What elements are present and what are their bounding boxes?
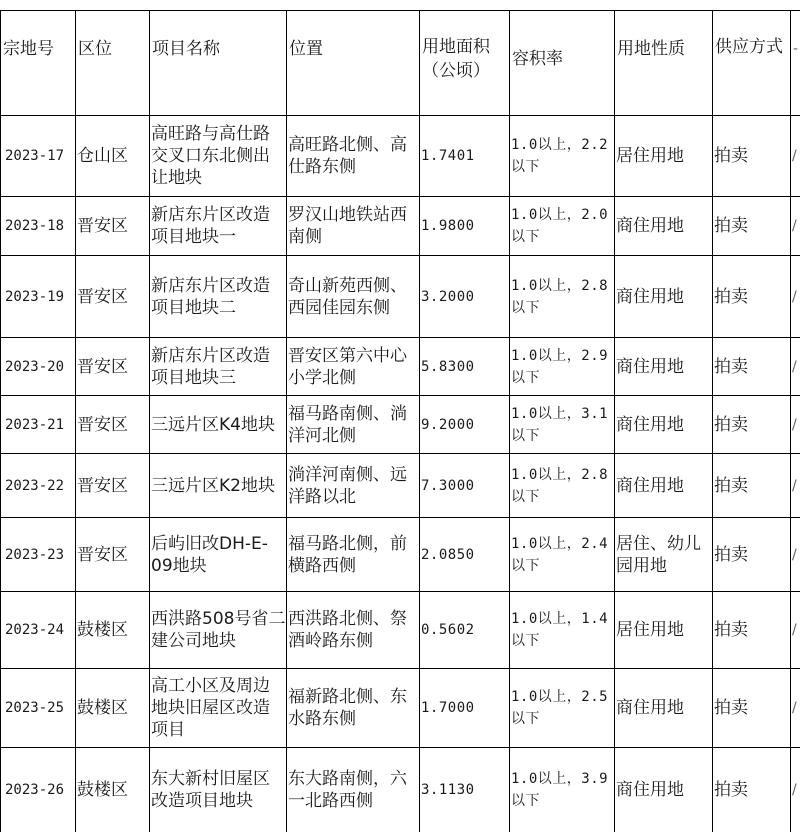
cell-district: 晋安区 xyxy=(76,518,150,592)
table-row xyxy=(1,669,800,748)
cell-area: 1.9800 xyxy=(420,197,510,256)
cell-location: 福马路南侧、淌洋河北侧 xyxy=(287,396,420,454)
cell-parcel-no: 2023-26 xyxy=(1,748,76,832)
cell-district: 晋安区 xyxy=(76,256,150,338)
cell-floor-area-ratio: 1.0以上，2.2以下 xyxy=(510,116,615,197)
cell-project-name: 三远片区K4地块 xyxy=(150,396,287,454)
cell-supply-method: 拍卖 xyxy=(713,338,791,396)
cell-location: 奇山新苑西侧、西园佳园东侧 xyxy=(287,256,420,338)
cell-project-name: 后屿旧改DH-E-09地块 xyxy=(150,518,287,592)
cell-district: 仓山区 xyxy=(76,116,150,197)
cell-supply-method: 拍卖 xyxy=(713,396,791,454)
cell-location: 福马路北侧，前横路西侧 xyxy=(287,518,420,592)
cell-supply-method: 拍卖 xyxy=(713,669,791,748)
cell-area: 3.2000 xyxy=(420,256,510,338)
cell-floor-area-ratio: 1.0以上，2.8以下 xyxy=(510,256,615,338)
cell-extra: / xyxy=(791,669,800,748)
cell-location: 晋安区第六中心小学北侧 xyxy=(287,338,420,396)
table-row xyxy=(1,116,800,197)
cell-supply-method: 拍卖 xyxy=(713,197,791,256)
cell-land-use: 商住用地 xyxy=(615,669,713,748)
table-row xyxy=(1,592,800,669)
cell-extra: / xyxy=(791,748,800,832)
table-row xyxy=(1,256,800,338)
cell-parcel-no: 2023-24 xyxy=(1,592,76,669)
cell-district: 鼓楼区 xyxy=(76,748,150,832)
cell-district: 鼓楼区 xyxy=(76,592,150,669)
cell-floor-area-ratio: 1.0以上，2.0以下 xyxy=(510,197,615,256)
cell-land-use: 商住用地 xyxy=(615,748,713,832)
cell-parcel-no: 2023-23 xyxy=(1,518,76,592)
cell-land-use: 商住用地 xyxy=(615,256,713,338)
cell-area: 1.7401 xyxy=(420,116,510,197)
cell-district: 晋安区 xyxy=(76,197,150,256)
cell-floor-area-ratio: 1.0以上，2.5以下 xyxy=(510,669,615,748)
cell-land-use: 居住用地 xyxy=(615,116,713,197)
header-supply-method: 供应方式 xyxy=(713,11,791,116)
cell-parcel-no: 2023-17 xyxy=(1,116,76,197)
table-row xyxy=(1,396,800,454)
header-district: 区位 xyxy=(76,11,150,116)
header-land-use: 用地性质 xyxy=(615,11,713,116)
cell-land-use: 商住用地 xyxy=(615,197,713,256)
cell-land-use: 商住用地 xyxy=(615,396,713,454)
cell-supply-method: 拍卖 xyxy=(713,116,791,197)
cell-area: 2.0850 xyxy=(420,518,510,592)
cell-parcel-no: 2023-21 xyxy=(1,396,76,454)
cell-parcel-no: 2023-25 xyxy=(1,669,76,748)
table-row xyxy=(1,338,800,396)
header-location: 位置 xyxy=(287,11,420,116)
cell-extra: / xyxy=(791,518,800,592)
cell-location: 罗汉山地铁站西南侧 xyxy=(287,197,420,256)
cell-floor-area-ratio: 1.0以上，2.8以下 xyxy=(510,454,615,518)
cell-extra: / xyxy=(791,338,800,396)
cell-extra: / xyxy=(791,454,800,518)
cell-parcel-no: 2023-19 xyxy=(1,256,76,338)
header-area: 用地面积（公顷） xyxy=(420,11,510,116)
cell-floor-area-ratio: 1.0以上，2.9以下 xyxy=(510,338,615,396)
cell-project-name: 高工小区及周边地块旧屋区改造项目 xyxy=(150,669,287,748)
cell-location: 西洪路北侧、祭酒岭路东侧 xyxy=(287,592,420,669)
table-row xyxy=(1,454,800,518)
cell-area: 0.5602 xyxy=(420,592,510,669)
cell-floor-area-ratio: 1.0以上，2.4以下 xyxy=(510,518,615,592)
cell-parcel-no: 2023-20 xyxy=(1,338,76,396)
cell-area: 7.3000 xyxy=(420,454,510,518)
header-row xyxy=(1,11,800,116)
cell-location: 东大路南侧，六一北路西侧 xyxy=(287,748,420,832)
cell-supply-method: 拍卖 xyxy=(713,592,791,669)
cell-land-use: 商住用地 xyxy=(615,454,713,518)
cell-extra: / xyxy=(791,197,800,256)
land-parcel-table xyxy=(0,10,800,832)
table-row xyxy=(1,518,800,592)
cell-supply-method: 拍卖 xyxy=(713,454,791,518)
cell-area: 9.2000 xyxy=(420,396,510,454)
cell-supply-method: 拍卖 xyxy=(713,518,791,592)
cell-project-name: 新店东片区改造项目地块三 xyxy=(150,338,287,396)
header-parcel-no: 宗地号 xyxy=(1,11,76,116)
header-project-name: 项目名称 xyxy=(150,11,287,116)
cell-area: 5.8300 xyxy=(420,338,510,396)
cell-floor-area-ratio: 1.0以上，1.4以下 xyxy=(510,592,615,669)
cell-location: 福新路北侧、东水路东侧 xyxy=(287,669,420,748)
cell-location: 高旺路北侧、高仕路东侧 xyxy=(287,116,420,197)
cell-land-use: 商住用地 xyxy=(615,338,713,396)
cell-district: 晋安区 xyxy=(76,396,150,454)
cell-extra: / xyxy=(791,592,800,669)
cell-land-use: 居住、幼儿园用地 xyxy=(615,518,713,592)
cell-project-name: 三远片区K2地块 xyxy=(150,454,287,518)
cell-project-name: 高旺路与高仕路交叉口东北侧出让地块 xyxy=(150,116,287,197)
cell-extra: / xyxy=(791,116,800,197)
cell-extra: / xyxy=(791,396,800,454)
table-row xyxy=(1,197,800,256)
cell-project-name: 东大新村旧屋区改造项目地块 xyxy=(150,748,287,832)
cell-area: 3.1130 xyxy=(420,748,510,832)
cell-land-use: 居住用地 xyxy=(615,592,713,669)
cell-supply-method: 拍卖 xyxy=(713,748,791,832)
cell-project-name: 新店东片区改造项目地块一 xyxy=(150,197,287,256)
cell-district: 晋安区 xyxy=(76,454,150,518)
cell-district: 鼓楼区 xyxy=(76,669,150,748)
cell-project-name: 西洪路508号省二建公司地块 xyxy=(150,592,287,669)
cell-project-name: 新店东片区改造项目地块二 xyxy=(150,256,287,338)
header-floor-area-ratio: 容积率 xyxy=(510,11,615,116)
table-row xyxy=(1,748,800,832)
cell-location: 淌洋河南侧、远洋路以北 xyxy=(287,454,420,518)
cell-parcel-no: 2023-22 xyxy=(1,454,76,518)
cell-extra: / xyxy=(791,256,800,338)
cell-floor-area-ratio: 1.0以上，3.1以下 xyxy=(510,396,615,454)
header-extra: - xyxy=(791,11,800,116)
cell-parcel-no: 2023-18 xyxy=(1,197,76,256)
cell-supply-method: 拍卖 xyxy=(713,256,791,338)
cell-area: 1.7000 xyxy=(420,669,510,748)
cell-floor-area-ratio: 1.0以上，3.9以下 xyxy=(510,748,615,832)
cell-district: 晋安区 xyxy=(76,338,150,396)
